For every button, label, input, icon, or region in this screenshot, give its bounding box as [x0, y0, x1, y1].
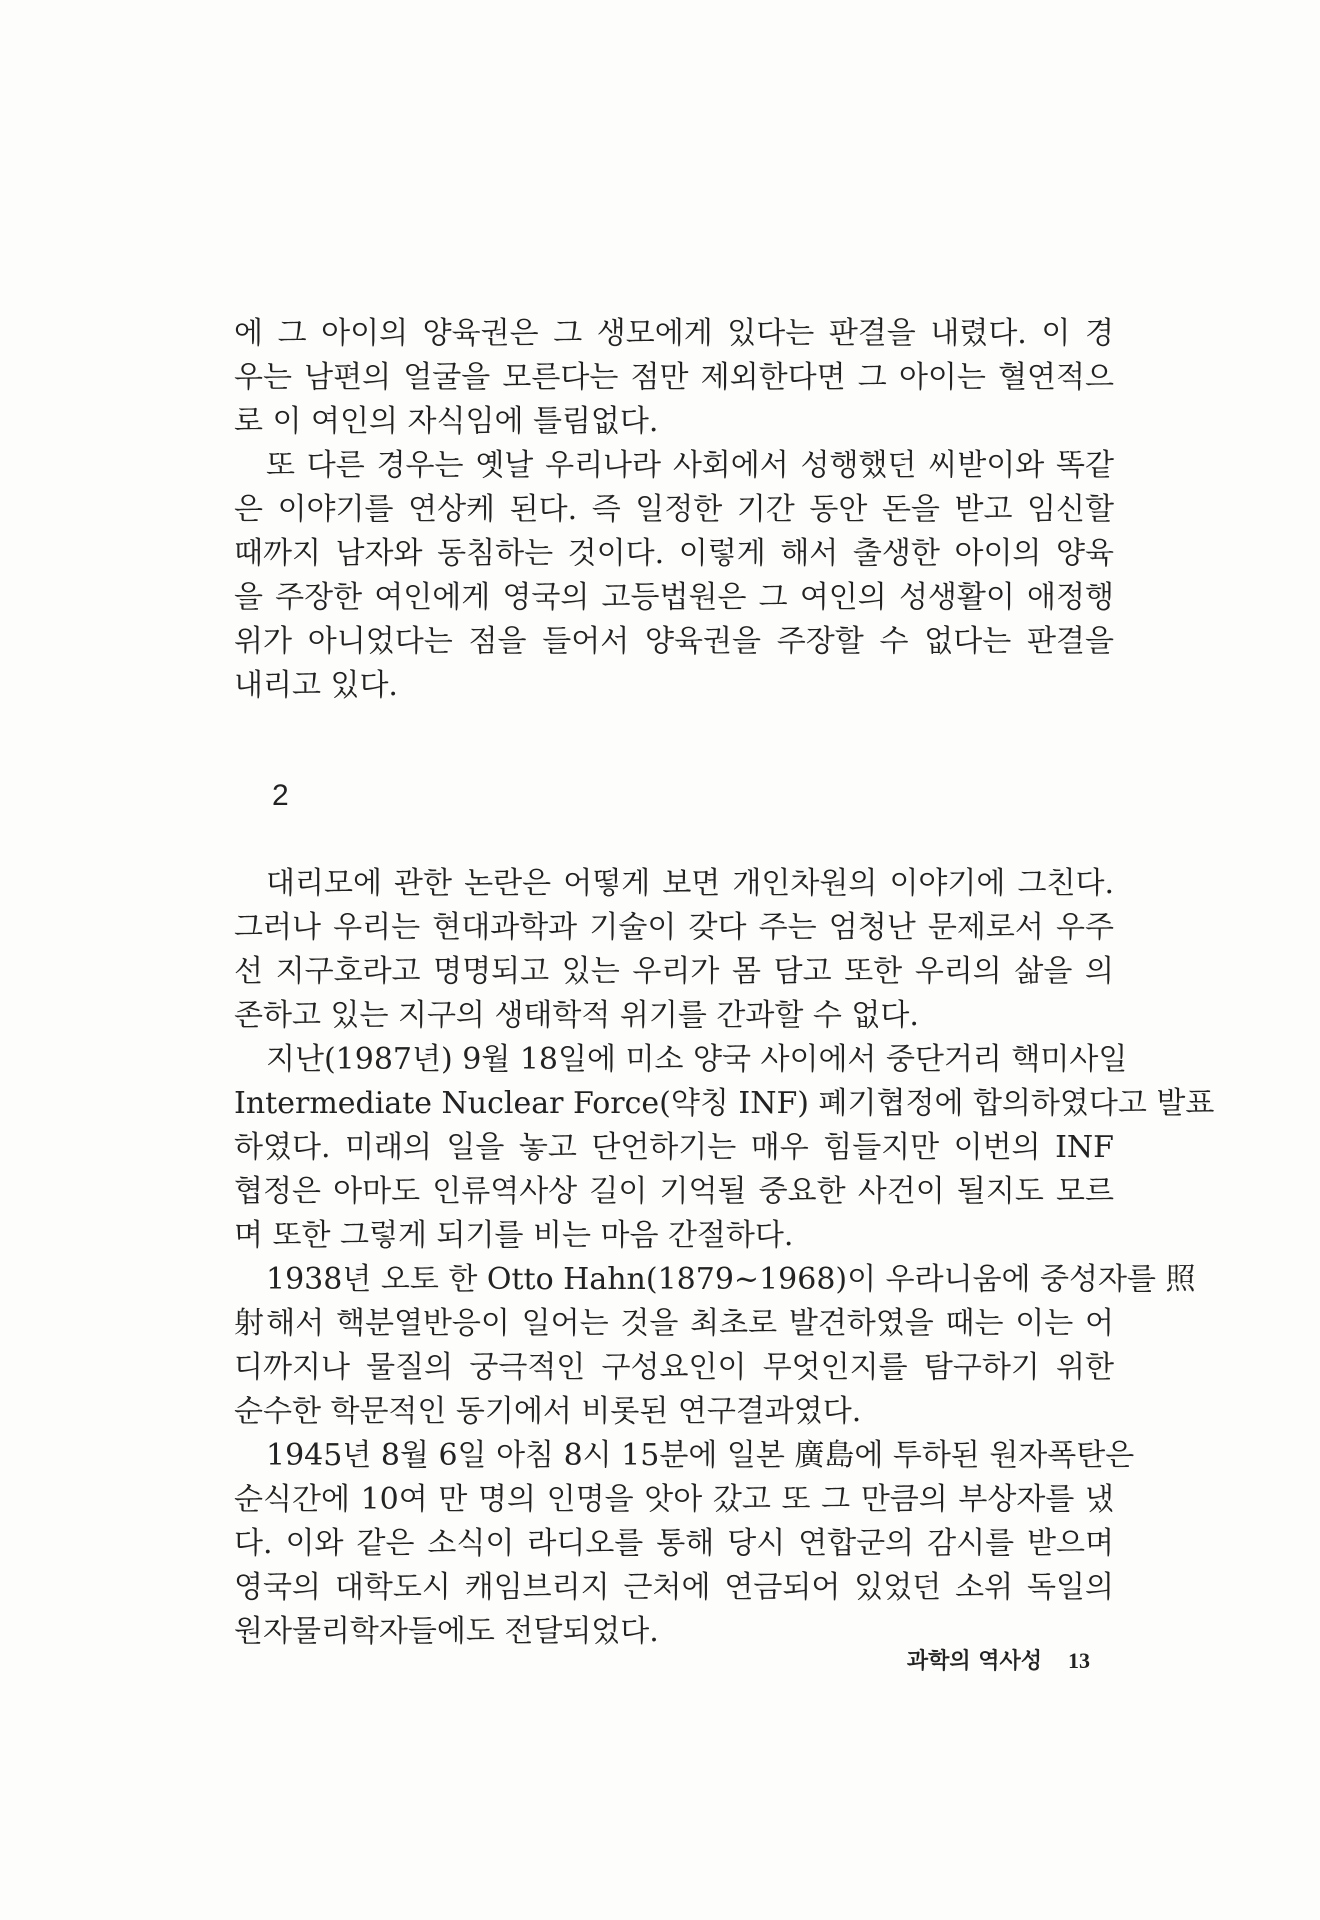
text-line: 순수한 학문적인 동기에서 비롯된 연구결과였다. [234, 1394, 862, 1429]
text-line: 그러나 우리는 현대과학과 기술이 갖다 주는 엄청난 문제로서 우주 [234, 910, 1114, 945]
text-line: 위가 아니었다는 점을 들어서 양육권을 주장할 수 없다는 판결을 [234, 624, 1114, 659]
text-line: 1938년 오토 한 Otto Hahn(1879~1968)이 우라니움에 중성자를 照 [266, 1262, 1196, 1297]
text-line: 射해서 핵분열반응이 일어는 것을 최초로 발견하였을 때는 이는 어 [234, 1306, 1114, 1341]
text-line: 때까지 남자와 동침하는 것이다. 이렇게 해서 출생한 아이의 양육 [234, 536, 1114, 571]
text-line: 지난(1987년) 9월 18일에 미소 양국 사이에서 중단거리 핵미사일 [266, 1042, 1128, 1077]
text-line: 은 이야기를 연상케 된다. 즉 일정한 기간 동안 돈을 받고 임신할 [234, 492, 1114, 527]
text-line: 1945년 8월 6일 아침 8시 15분에 일본 廣島에 투하된 원자폭탄은 [266, 1438, 1135, 1473]
text-line: 디까지나 물질의 궁극적인 구성요인이 무엇인지를 탐구하기 위한 [234, 1350, 1114, 1385]
text-line: 로 이 여인의 자식임에 틀림없다. [234, 404, 659, 439]
text-line: 우는 남편의 얼굴을 모른다는 점만 제외한다면 그 아이는 혈연적으 [234, 360, 1114, 395]
paragraph-block-2 [234, 862, 1215, 1654]
text-line: 다. 이와 같은 소식이 라디오를 통해 당시 연합군의 감시를 받으며 [234, 1526, 1114, 1561]
text-line: 원자물리학자들에도 전달되었다. [234, 1614, 659, 1649]
text-line: 선 지구호라고 명명되고 있는 우리가 몸 담고 또한 우리의 삶을 의 [234, 954, 1114, 989]
text-line: 며 또한 그렇게 되기를 비는 마음 간절하다. [234, 1218, 794, 1253]
text-line: Intermediate Nuclear Force(약칭 INF) 폐기협정에 합의하였다고 발표 [234, 1086, 1215, 1121]
text-line: 대리모에 관한 논란은 어떻게 보면 개인차원의 이야기에 그친다. [266, 866, 1114, 901]
section-number: 2 [272, 779, 289, 812]
text-line: 하였다. 미래의 일을 놓고 단언하기는 매우 힘들지만 이번의 INF [234, 1130, 1114, 1165]
text-line: 협정은 아마도 인류역사상 길이 기억될 중요한 사건이 될지도 모르 [234, 1174, 1114, 1209]
page-number: 13 [1068, 1648, 1090, 1673]
text-line: 에 그 아이의 양육권은 그 생모에게 있다는 판결을 내렸다. 이 경 [234, 316, 1114, 351]
text-line: 을 주장한 여인에게 영국의 고등법원은 그 여인의 성생활이 애정행 [234, 580, 1114, 615]
text-line: 영국의 대학도시 캐임브리지 근처에 연금되어 있었던 소위 독일의 [234, 1570, 1114, 1605]
text-line: 순식간에 10여 만 명의 인명을 앗아 갔고 또 그 만큼의 부상자를 냈 [234, 1482, 1114, 1517]
running-title: 과학의 역사성 [906, 1648, 1042, 1674]
text-line: 존하고 있는 지구의 생태학적 위기를 간과할 수 없다. [234, 998, 919, 1033]
text-line: 내리고 있다. [234, 668, 398, 703]
text-line: 또 다른 경우는 옛날 우리나라 사회에서 성행했던 씨받이와 똑같 [266, 448, 1114, 483]
paragraph-block-1 [234, 312, 1114, 708]
page-footer [881, 1644, 1090, 1675]
